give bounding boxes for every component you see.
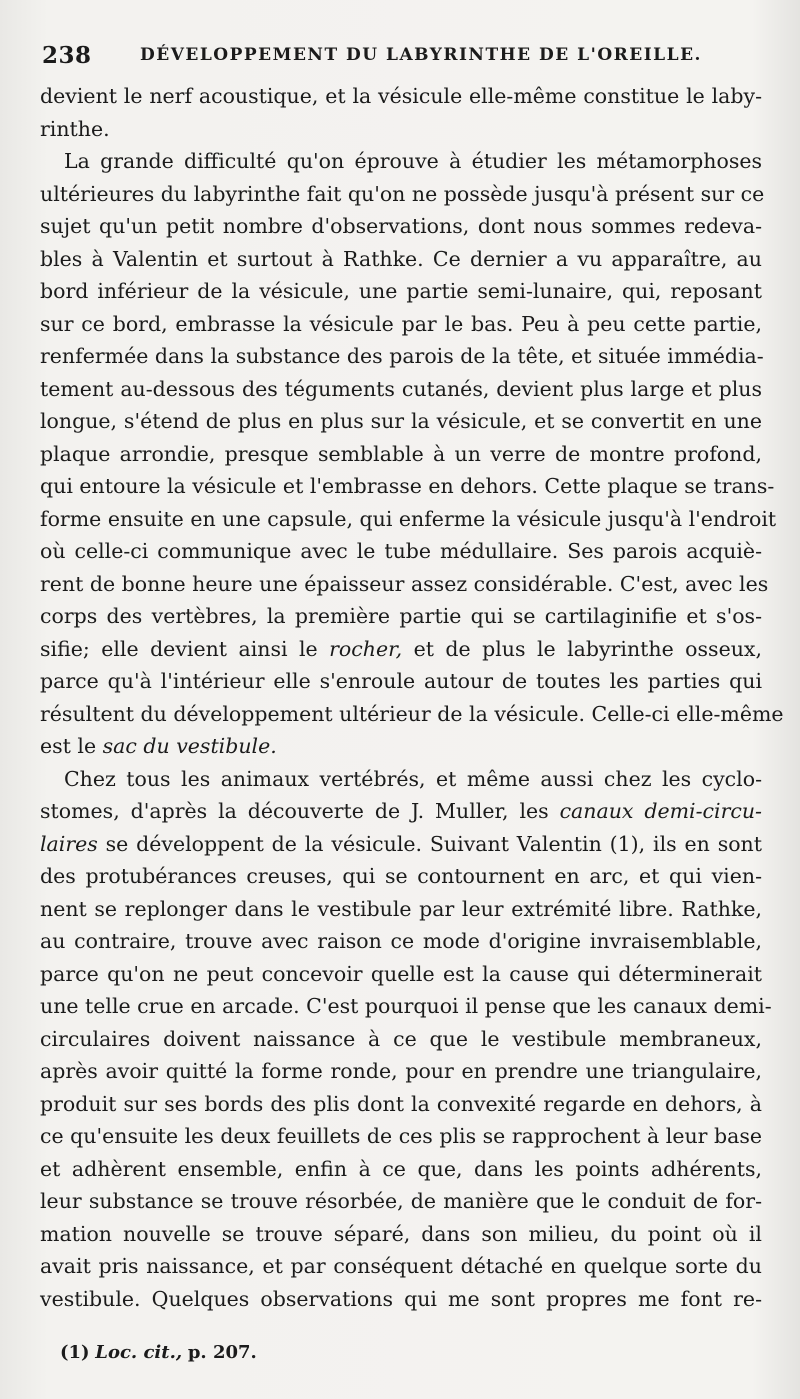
text-line <box>40 828 762 861</box>
text-line <box>40 243 762 276</box>
text-line <box>40 1088 762 1121</box>
running-title: DÉVELOPPEMENT DU LABYRINTHE DE L'OREILLE. <box>140 45 702 65</box>
text-line <box>40 698 784 731</box>
text-line <box>40 1023 762 1056</box>
text-line <box>40 730 762 763</box>
text-line <box>40 568 769 601</box>
text-line <box>40 1283 762 1316</box>
text-segment: bord inférieur de la vésicule, une partie semi-lunaire, qui, reposant <box>40 279 762 303</box>
text-line <box>40 1250 762 1283</box>
text-line <box>40 600 762 633</box>
text-line <box>40 80 762 113</box>
italic-text: laires <box>40 831 98 856</box>
text-line <box>40 308 762 341</box>
text-line <box>40 503 777 536</box>
footnote-page: p. 207. <box>187 1342 257 1363</box>
text-segment: avait pris naissance, et par conséquent détaché en quelque sorte du <box>40 1254 762 1278</box>
text-segment: au contraire, trouve avec raison ce mode d'origine invraisemblable, <box>40 929 762 953</box>
text-segment: leur substance se trouve résorbée, de manière que le conduit de for- <box>40 1189 762 1213</box>
text-segment: sur ce bord, embrasse la vésicule par le bas. Peu à peu cette partie, <box>40 311 762 336</box>
text-line <box>40 990 772 1023</box>
text-line <box>40 633 762 666</box>
text-segment: nent se replonger dans le vestibule par leur extrémité libre. Rathke, <box>40 896 762 921</box>
text-segment: après avoir quitté la forme ronde, pour en prendre une triangulaire, <box>40 1059 762 1083</box>
text-segment: ce qu'ensuite les deux feuillets de ces plis se rapprochent à leur base <box>40 1124 762 1148</box>
page-number: 238 <box>42 42 92 69</box>
text-line <box>40 763 762 796</box>
text-segment: stomes, d'après la découverte de J. Muller, les <box>40 799 560 823</box>
text-line <box>40 340 762 373</box>
text-segment: sifie; elle devient ainsi le <box>40 636 330 661</box>
text-line <box>40 210 762 243</box>
text-line <box>40 405 762 438</box>
text-segment: parce qu'à l'intérieur elle s'enroule autour de toutes les parties qui <box>40 669 762 693</box>
text-segment: et adhèrent ensemble, enfin à ce que, dans les points adhérents, <box>40 1156 762 1181</box>
italic-text: sac du vestibule. <box>102 734 277 758</box>
text-segment: parce qu'on ne peut concevoir quelle est la cause qui déterminerait <box>40 961 762 986</box>
text-segment: une telle crue en arcade. C'est pourquoi il pense que les canaux demi- <box>40 994 772 1018</box>
text-segment: Chez tous les animaux vertébrés, et même aussi chez les cyclo- <box>64 766 762 791</box>
text-segment: longue, s'étend de plus en plus sur la vésicule, et se convertit en une <box>40 409 762 433</box>
text-segment: des protubérances creuses, qui se contournent en arc, et qui vien- <box>40 864 762 888</box>
italic-text: rocher, <box>329 636 403 661</box>
text-line <box>40 1120 762 1153</box>
text-segment: tement au-dessous des téguments cutanés, devient plus large et plus <box>40 376 762 401</box>
footnote <box>60 1342 257 1363</box>
footnote-reference: Loc. cit., <box>95 1342 183 1363</box>
text-line <box>40 893 762 926</box>
text-segment: renfermée dans la substance des parois de la tête, et située immédia- <box>40 344 764 368</box>
text-line <box>40 113 762 146</box>
text-segment: qui entoure la vésicule et l'embrasse en dehors. Cette plaque se trans- <box>40 474 775 498</box>
text-line <box>40 665 762 698</box>
text-line <box>40 860 762 893</box>
text-line <box>40 1153 762 1186</box>
text-segment: corps des vertèbres, la première partie qui se cartilaginifie et s'os- <box>40 604 762 628</box>
text-segment: et de plus le labyrinthe osseux, <box>402 636 762 661</box>
text-line <box>40 1218 762 1251</box>
text-segment: où celle-ci communique avec le tube médullaire. Ses parois acquiè- <box>40 539 762 563</box>
text-line <box>40 1185 762 1218</box>
text-segment: circulaires doivent naissance à ce que le vestibule membraneux, <box>40 1026 762 1051</box>
text-line <box>40 925 762 958</box>
text-segment: ultérieures du labyrinthe fait qu'on ne possède jusqu'à présent sur ce <box>40 181 765 206</box>
text-line <box>40 470 775 503</box>
text-line <box>40 958 762 991</box>
text-line <box>40 438 762 471</box>
text-segment: mation nouvelle se trouve séparé, dans son milieu, du point où il <box>40 1221 762 1246</box>
text-segment: vestibule. Quelques observations qui me sont propres me font re- <box>40 1286 762 1311</box>
italic-text: canaux demi-circu- <box>559 799 762 823</box>
text-line <box>40 178 765 211</box>
footnote-mark: (1) <box>60 1342 90 1363</box>
text-segment: rent de bonne heure une épaisseur assez considérable. C'est, avec les <box>40 571 769 596</box>
text-segment: produit sur ses bords des plis dont la convexité regarde en dehors, à <box>40 1091 762 1116</box>
text-segment: plaque arrondie, presque semblable à un verre de montre profond, <box>40 441 762 466</box>
text-segment: sujet qu'un petit nombre d'observations, dont nous sommes redeva- <box>40 214 762 238</box>
text-line <box>40 795 762 828</box>
text-line <box>40 373 762 406</box>
text-line <box>40 275 762 308</box>
text-segment: forme ensuite en une capsule, qui enferme la vésicule jusqu'à l'endroit <box>40 506 777 531</box>
page-header <box>42 42 764 76</box>
text-segment: se développent de la vésicule. Suivant Valentin (1), ils en sont <box>97 831 762 856</box>
text-segment: est le <box>40 734 103 758</box>
text-segment: devient le nerf acoustique, et la vésicule elle-même constitue le laby- <box>40 84 762 108</box>
text-line <box>40 535 762 568</box>
text-segment: bles à Valentin et surtout à Rathke. Ce dernier a vu apparaître, au <box>40 246 762 271</box>
text-segment: La grande difficulté qu'on éprouve à étudier les métamorphoses <box>64 149 762 173</box>
body-text <box>40 80 784 1315</box>
text-segment: rinthe. <box>40 116 110 141</box>
text-line <box>40 145 762 178</box>
text-segment: résultent du développement ultérieur de la vésicule. Celle-ci elle-même <box>40 701 784 726</box>
text-line <box>40 1055 762 1088</box>
